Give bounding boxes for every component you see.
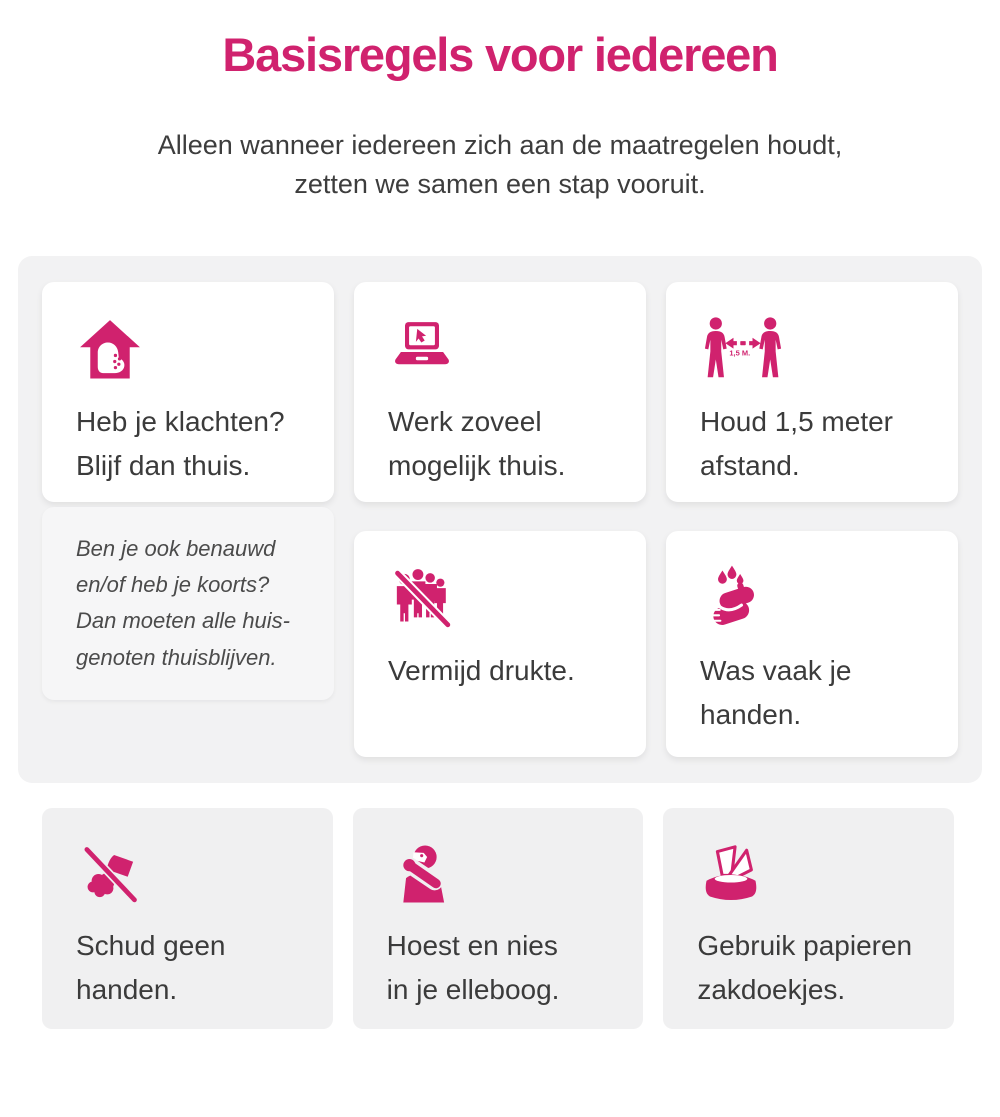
wash-hands-icon: [700, 565, 768, 633]
rule-card-paper-tissues: [663, 808, 954, 1029]
note-line: en/of heb je koorts?: [76, 572, 270, 598]
laptop-icon: [388, 316, 456, 384]
rule-text-line: afstand.: [700, 449, 800, 481]
rule-card-wash-hands: [666, 531, 958, 757]
rule-text-line: Gebruik papieren: [697, 930, 913, 962]
household-note: [42, 507, 334, 699]
rule-text: [387, 924, 620, 1011]
note-line: genoten thuisblijven.: [76, 644, 277, 670]
rules-panel: [18, 256, 982, 783]
subtitle-line: Alleen wanneer iedereen zich aan de maatregelen houdt,: [157, 130, 843, 161]
rule-text: [700, 649, 934, 736]
rule-card-cough-in-elbow: [353, 808, 644, 1029]
rule-text-line: Houd 1,5 meter: [700, 406, 893, 438]
page-title: Basisregels voor iedereen: [222, 28, 778, 81]
no-handshake-icon: [76, 840, 144, 908]
rule-text: [76, 400, 310, 487]
rule-text-line: Blijf dan thuis.: [76, 449, 251, 481]
rule-text-line: zakdoekjes.: [697, 973, 846, 1005]
house-sick-icon: [76, 316, 144, 384]
rule-text-line: Vermijd drukte.: [388, 655, 575, 687]
no-crowds-icon: [388, 565, 456, 633]
distance-label: 1,5 M.: [729, 348, 751, 358]
rule-text-line: handen.: [76, 973, 178, 1005]
infographic: [0, 28, 1000, 1029]
rule-text-line: Was vaak je: [700, 655, 852, 687]
note-line: Dan moeten alle huis-: [76, 608, 291, 634]
distance-icon: [700, 316, 786, 384]
rule-card-no-handshake: [42, 808, 333, 1029]
tissue-box-icon: [697, 840, 765, 908]
subtitle: [0, 126, 1000, 204]
rule-text-line: Werk zoveel: [388, 406, 542, 438]
rule-card-avoid-crowds: [354, 531, 646, 757]
rule-card-stay-home: [42, 282, 334, 502]
rule-text-line: in je elleboog.: [386, 973, 560, 1005]
rule-text: [697, 924, 930, 1011]
rule-card-work-from-home: [354, 282, 646, 502]
rule-card-keep-distance: [666, 282, 958, 502]
subtitle-line: zetten we samen een stap vooruit.: [294, 169, 706, 200]
rule-text-line: handen.: [700, 698, 802, 730]
rule-text: [76, 924, 309, 1011]
cough-in-elbow-icon: [387, 840, 455, 908]
rule-text-line: mogelijk thuis.: [388, 449, 566, 481]
rule-text: [388, 649, 622, 692]
rule-text-line: Heb je klachten?: [76, 406, 285, 438]
bottom-rules: [42, 808, 954, 1029]
rule-text: [388, 400, 622, 487]
rule-text-line: Schud geen: [76, 930, 226, 962]
rule-text-line: Hoest en nies: [386, 930, 558, 962]
rule-text: [700, 400, 934, 487]
note-line: Ben je ook benauwd: [76, 536, 276, 562]
